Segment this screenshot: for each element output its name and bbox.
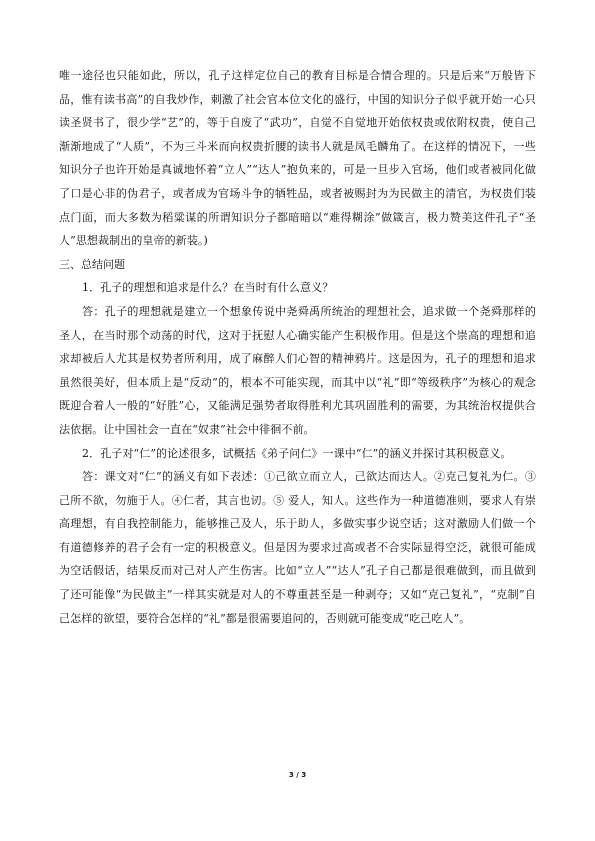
answer-2: 答：课文对“仁”的涵义有如下表述：①己欲立而立人，己欲达而达人。②克己复礼为仁。③己所不欲，勿施于人。④仁者，其言也讱。⑤ 爱人，知人。这些作为一种道德准则，要求人有崇高理想，有自我控制能力，能够推己及人，乐于助人，多做实事少说空话；这对激励人们做一个有道德修养的君子会有一定的积极意义。但是因为要求过高或者不合实际显得空泛，就很可能成为空话假话，结果反而对己对人产生伤害。比如“立人”“达人”孔子自己都是很难做到，而且做到了还可能像“为民做主”一样其实就是对人的不尊重甚至是一种剥夺；又如“克己复礼”，“克制”自己怎样的欲望，要符合怎样的“礼”都是很需要追问的，否则就可能变成“吃己吃人”。 bbox=[59, 470, 536, 625]
page-body bbox=[59, 64, 536, 630]
question-1: 1．孔子的理想和追求是什么？在当时有什么意义？ bbox=[82, 281, 334, 295]
section-heading: 三、总结问题 bbox=[59, 257, 125, 271]
question-2: 2．孔子对“仁”的论述很多，试概括《弟子问仁》一课中“仁”的涵义并探讨其积极意义。 bbox=[82, 446, 512, 460]
page-number: 3 / 3 bbox=[288, 771, 307, 779]
paragraph-intro: 唯一途径也只能如此，所以，孔子这样定位自己的教育目标是合情合理的。只是后来“万般皆下品，惟有读书高”的自我炒作，刺激了社会官本位文化的盛行，中国的知识分子似乎就开始一心只读圣贤书了，很少学“艺”的，等于自废了“武功”，自觉不自觉地开始依权贵或依附权贵，使自己渐渐地成了“人质”，不为三斗米而向权贵折腰的读书人就是凤毛麟角了。在这样的情况下，一些知识分子也许开始是真诚地怀着“立人”“达人”抱负来的，可是一旦步入官场，他们或者被同化做了口是心非的伪君子，或者成为官场斗争的牺牲品，或者被赐封为为民做主的清官，为权贵们装点门面，而大多数为稻粱谋的所谓知识分子都暗暗以“难得糊涂”做箴言，极力赞美这件孔子“圣人”思想裁制出的皇帝的新装。) bbox=[59, 69, 536, 248]
answer-1: 答：孔子的理想就是建立一个想象传说中尧舜禹所统治的理想社会，追求做一个尧舜那样的圣人，在当时那个动荡的时代，这对于抚慰人心确实能产生积极作用。但是这个崇高的理想和追求却被后人尤其是权势者所利用，成了麻醉人们心智的精神鸦片。这是因为，孔子的理想和追求虽然很美好，但本质上是“反动”的，根本不可能实现，而其中以“礼”即“等级秩序”为核心的观念既迎合着人一般的“好胜”心，又能满足强势者取得胜利尤其巩固胜利的需要，为其统治权提供合法依据。让中国社会一直在“奴隶”社会中徘徊不前。 bbox=[59, 304, 536, 436]
